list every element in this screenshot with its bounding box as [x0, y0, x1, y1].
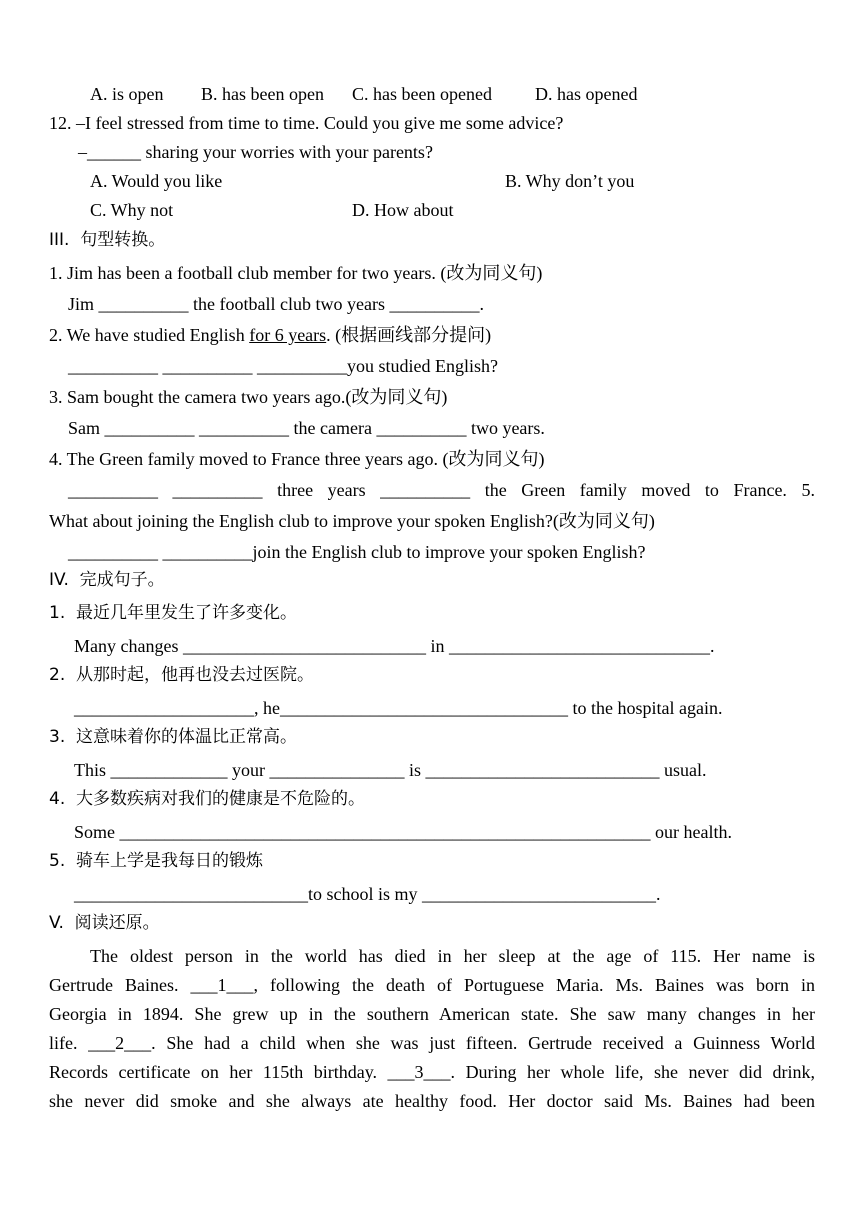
s4-q1-prompt: 1. 最近几年里发生了许多变化。 — [49, 603, 298, 623]
q12-option-d: D. How about — [352, 200, 454, 220]
s5-passage-line: Georgia in 1894. She grew up in the southern American state. She saw many changes in her — [49, 1004, 815, 1024]
section4-heading: IV. 完成句子。 — [49, 570, 165, 590]
s3-q2-question — [49, 326, 491, 344]
s3-q2-answer: __________ __________ __________you studied English? — [68, 356, 498, 376]
s4-q2-answer: ____________________, he________________________________ to the hospital again. — [74, 698, 723, 718]
q11-option-b: B. has been open — [201, 84, 324, 104]
q12-question: 12. –I feel stressed from time to time. Could you give me some advice? — [49, 113, 564, 133]
q11-option-c: C. has been opened — [352, 84, 492, 104]
s3-q3-question: 3. Sam bought the camera two years ago.(改为同义句) — [49, 387, 448, 407]
s3-q2-question-pre: 2. We have studied English — [49, 325, 250, 345]
s4-q1-answer: Many changes ___________________________ in _____________________________. — [74, 636, 715, 656]
s4-q2-prompt: 2. 从那时起，他再也没去过医院。 — [49, 665, 315, 685]
s3-q5-question: What about joining the English club to improve your spoken English?(改为同义句) — [49, 511, 655, 531]
s3-q5-answer: __________ __________join the English club to improve your spoken English? — [68, 542, 646, 562]
s5-passage-line: life. ___2___. She had a child when she was just fifteen. Gertrude received a Guinness World — [49, 1033, 815, 1053]
s3-q2-question-post: . (根据画线部分提问) — [326, 325, 492, 345]
s4-q4-prompt: 4. 大多数疾病对我们的健康是不危险的。 — [49, 789, 366, 809]
section5-heading: V. 阅读还原。 — [49, 913, 160, 933]
q12-option-a: A. Would you like — [90, 171, 223, 191]
s5-passage-line: Records certificate on her 115th birthday. ___3___. During her whole life, she never did drink, — [49, 1062, 815, 1082]
s3-q4-answer: __________ __________ three years __________ the Green family moved to France. 5. — [68, 480, 815, 500]
s3-q3-answer: Sam __________ __________ the camera __________ two years. — [68, 418, 545, 438]
s3-q1-question: 1. Jim has been a football club member for two years. (改为同义句) — [49, 263, 543, 283]
s3-q1-answer: Jim __________ the football club two years __________. — [68, 294, 484, 314]
s4-q3-answer: This _____________ your _______________ is __________________________ usual. — [74, 760, 707, 780]
s4-q5-prompt: 5. 骑车上学是我每日的锻炼 — [49, 851, 264, 871]
s5-passage-line: The oldest person in the world has died in her sleep at the age of 115. Her name is — [90, 946, 815, 966]
q12-option-b: B. Why don’t you — [505, 171, 635, 191]
s4-q5-answer: __________________________to school is my __________________________. — [74, 884, 661, 904]
s3-q4-question: 4. The Green family moved to France three years ago. (改为同义句) — [49, 449, 545, 469]
q12-option-c: C. Why not — [90, 200, 174, 220]
q11-option-d: D. has opened — [535, 84, 638, 104]
section3-heading: III. 句型转换。 — [49, 230, 166, 250]
q11-option-a: A. is open — [90, 84, 164, 104]
s4-q4-answer: Some ___________________________________________________________ our health. — [74, 822, 732, 842]
s3-q2-underlined-phrase: for 6 years — [249, 325, 327, 345]
s5-passage-line: she never did smoke and she always ate healthy food. Her doctor said Ms. Baines had been — [49, 1091, 815, 1111]
s5-passage-line: Gertrude Baines. ___1___, following the death of Portuguese Maria. Ms. Baines was born in — [49, 975, 815, 995]
q12-reply: –______ sharing your worries with your parents? — [78, 142, 433, 162]
s4-q3-prompt: 3. 这意味着你的体温比正常高。 — [49, 727, 298, 747]
